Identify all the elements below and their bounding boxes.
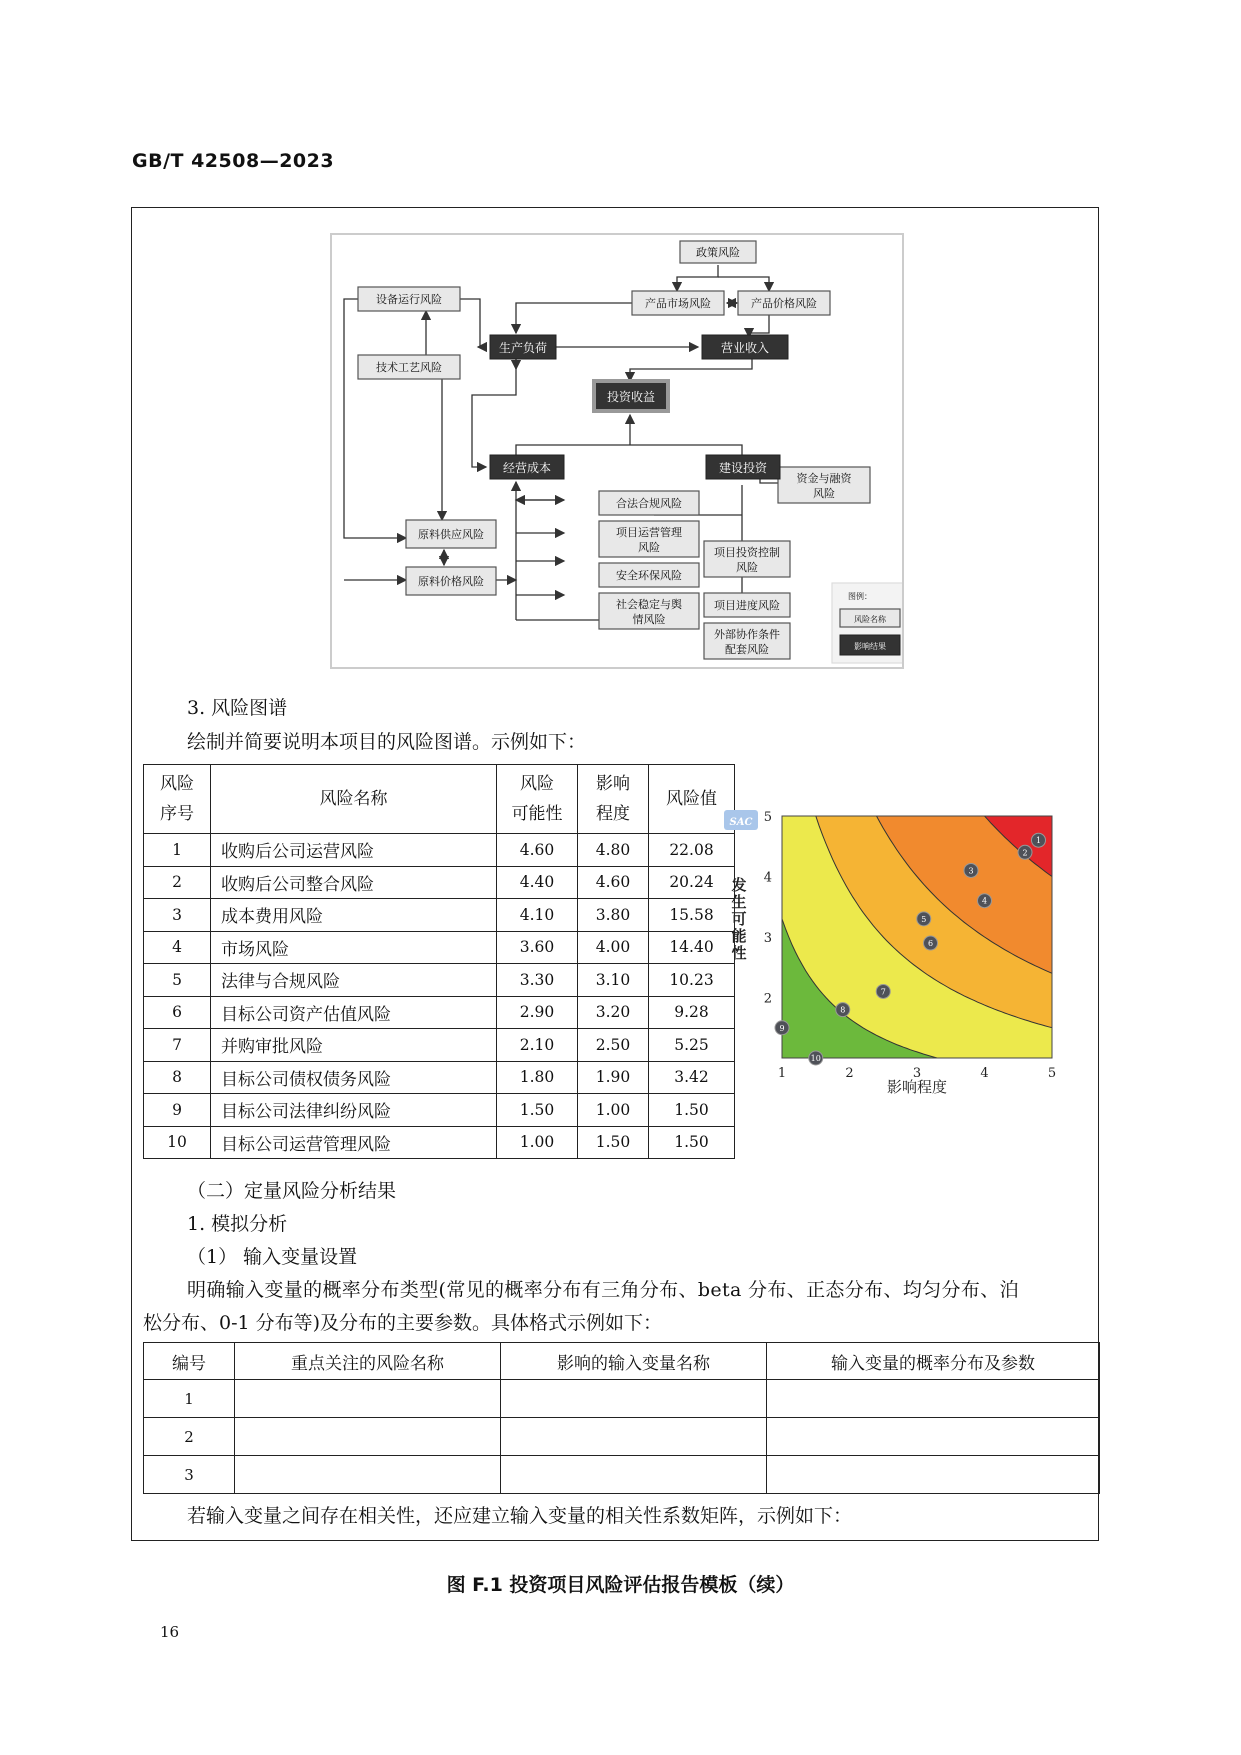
node-production-load: 生产负荷 xyxy=(498,341,548,355)
node-social-risk-l1: 社会稳定与舆 xyxy=(616,598,682,611)
risk-impact-cell: 4.00 xyxy=(578,931,649,964)
risk-value-cell: 1.50 xyxy=(649,1126,735,1159)
node-investment-return: 投资收益 xyxy=(606,390,656,404)
risk-seq-cell: 1 xyxy=(144,834,211,867)
input-risk-cell[interactable] xyxy=(235,1418,501,1456)
section-3-intro: 绘制并简要说明本项目的风险图谱。示例如下： xyxy=(187,731,587,753)
y-tick-label: 3 xyxy=(763,931,772,946)
input-variable-table xyxy=(143,1342,1100,1494)
risk-table-row xyxy=(144,1029,735,1062)
risk-point-label: 4 xyxy=(981,896,988,906)
risk-point xyxy=(917,912,931,926)
y-axis-label-char: 性 xyxy=(731,944,747,962)
risk-table-row xyxy=(144,834,735,867)
risk-point xyxy=(964,863,978,877)
input-distribution-cell[interactable] xyxy=(767,1418,1100,1456)
risk-point-label: 10 xyxy=(810,1054,821,1063)
risk-likelihood-cell: 2.90 xyxy=(497,996,578,1029)
risk-value-cell: 22.08 xyxy=(649,834,735,867)
risk-seq-cell: 3 xyxy=(144,899,211,932)
node-project-mgmt-risk-l2: 风险 xyxy=(638,541,660,554)
standard-code: GB/T 42508—2023 xyxy=(132,150,335,172)
risk-likelihood-cell: 4.60 xyxy=(497,834,578,867)
node-external-risk-l2: 配套风险 xyxy=(725,643,769,656)
risk-likelihood-cell: 3.60 xyxy=(497,931,578,964)
risk-likelihood-cell: 2.10 xyxy=(497,1029,578,1062)
node-revenue: 营业收入 xyxy=(720,341,770,355)
risk-point-label: 7 xyxy=(880,987,886,997)
risk-name-cell: 并购审批风险 xyxy=(211,1029,497,1062)
risk-seq-cell: 6 xyxy=(144,996,211,1029)
header-seq-l1: 风险 xyxy=(160,774,194,794)
risk-point xyxy=(924,936,938,950)
node-market-risk: 产品市场风险 xyxy=(645,297,711,310)
header-distribution: 输入变量的概率分布及参数 xyxy=(767,1343,1100,1380)
section-two-heading: （二）定量风险分析结果 xyxy=(187,1180,397,1202)
input-row-number: 3 xyxy=(144,1456,235,1494)
x-tick-label: 3 xyxy=(912,1066,922,1081)
node-policy-risk: 政策风险 xyxy=(696,246,740,259)
desc-line-1: 明确输入变量的概率分布类型(常见的概率分布有三角分布、beta 分布、正态分布、均匀分布、泊 xyxy=(187,1279,1019,1301)
input-table-row xyxy=(144,1380,1100,1418)
x-tick-label: 1 xyxy=(777,1066,787,1081)
risk-table-row xyxy=(144,964,735,997)
header-number: 编号 xyxy=(144,1343,235,1380)
node-price-risk: 产品价格风险 xyxy=(751,297,817,310)
y-tick-label: 2 xyxy=(763,991,772,1007)
risk-name-cell: 市场风险 xyxy=(211,931,497,964)
section-two-sub1: 1. 模拟分析 xyxy=(187,1213,288,1235)
risk-likelihood-cell: 1.00 xyxy=(497,1126,578,1159)
risk-point xyxy=(1032,833,1046,847)
risk-value-cell: 9.28 xyxy=(649,996,735,1029)
risk-name-cell: 法律与合规风险 xyxy=(211,964,497,997)
node-schedule-risk: 项目进度风险 xyxy=(714,599,780,612)
risk-likelihood-cell: 4.10 xyxy=(497,899,578,932)
y-tick-label: 4 xyxy=(763,870,772,886)
node-invest-control-risk-l2: 风险 xyxy=(736,561,758,574)
input-variable-cell[interactable] xyxy=(501,1456,767,1494)
header-impact xyxy=(578,765,649,834)
section-3-title: 3. 风险图谱 xyxy=(187,697,288,719)
x-tick-label: 2 xyxy=(845,1066,854,1081)
y-axis-label-char: 生 xyxy=(731,893,747,911)
x-tick-label: 5 xyxy=(1047,1066,1057,1081)
risk-name-cell: 收购后公司整合风险 xyxy=(211,866,497,899)
risk-impact-cell: 1.50 xyxy=(578,1126,649,1159)
risk-table-row xyxy=(144,931,735,964)
risk-name-cell: 收购后公司运营风险 xyxy=(211,834,497,867)
risk-impact-cell: 1.00 xyxy=(578,1094,649,1127)
risk-impact-cell: 3.10 xyxy=(578,964,649,997)
risk-point xyxy=(876,984,890,998)
header-input-variable: 影响的输入变量名称 xyxy=(501,1343,767,1380)
risk-impact-cell: 2.50 xyxy=(578,1029,649,1062)
risk-impact-cell: 1.90 xyxy=(578,1061,649,1094)
risk-likelihood-cell: 4.40 xyxy=(497,866,578,899)
watermark-logo xyxy=(724,810,758,830)
risk-table-row xyxy=(144,1061,735,1094)
header-likelihood xyxy=(497,765,578,834)
risk-value-cell: 5.25 xyxy=(649,1029,735,1062)
y-axis-label-char: 发 xyxy=(731,876,747,894)
node-funding-risk-l1: 资金与融资 xyxy=(796,472,852,485)
input-variable-cell[interactable] xyxy=(501,1380,767,1418)
input-row-number: 2 xyxy=(144,1418,235,1456)
input-row-number: 1 xyxy=(144,1380,235,1418)
node-social-risk-l2: 情风险 xyxy=(632,613,666,626)
risk-value-cell: 14.40 xyxy=(649,931,735,964)
risk-point xyxy=(1018,845,1032,859)
risk-table-row xyxy=(144,899,735,932)
node-raw-price-risk: 原料价格风险 xyxy=(418,575,484,588)
node-tech-risk: 技术工艺风险 xyxy=(376,361,442,374)
input-variable-cell[interactable] xyxy=(501,1418,767,1456)
header-impact-l1: 影响 xyxy=(596,774,630,794)
risk-seq-cell: 8 xyxy=(144,1061,211,1094)
risk-flowchart xyxy=(330,233,904,669)
page-number: 16 xyxy=(160,1623,180,1641)
risk-table xyxy=(143,764,735,1159)
risk-table-row xyxy=(144,1126,735,1159)
risk-point-label: 9 xyxy=(779,1023,785,1033)
header-impact-l2: 程度 xyxy=(596,804,630,824)
correlation-note: 若输入变量之间存在相关性，还应建立输入变量的相关性系数矩阵，示例如下： xyxy=(187,1505,853,1527)
header-likelihood-l2: 可能性 xyxy=(511,804,563,824)
risk-value-cell: 3.42 xyxy=(649,1061,735,1094)
risk-point-label: 8 xyxy=(840,1005,846,1015)
x-axis-label: 影响程度 xyxy=(886,1078,948,1096)
section-two-sub1-1: （1） 输入变量设置 xyxy=(187,1246,358,1268)
input-distribution-cell[interactable] xyxy=(767,1456,1100,1494)
node-invest-control-risk-l1: 项目投资控制 xyxy=(714,546,780,559)
risk-likelihood-cell: 1.80 xyxy=(497,1061,578,1094)
risk-impact-cell: 3.20 xyxy=(578,996,649,1029)
input-risk-cell[interactable] xyxy=(235,1456,501,1494)
risk-point-label: 5 xyxy=(921,914,927,924)
risk-seq-cell: 9 xyxy=(144,1094,211,1127)
risk-point-label: 6 xyxy=(927,939,934,949)
risk-point-label: 3 xyxy=(968,866,974,876)
node-safety-risk: 安全环保风险 xyxy=(616,569,682,582)
risk-likelihood-cell: 1.50 xyxy=(497,1094,578,1127)
header-risk-value: 风险值 xyxy=(649,765,735,834)
node-supply-risk: 原料供应风险 xyxy=(418,528,484,541)
input-table-row xyxy=(144,1418,1100,1456)
risk-table-row xyxy=(144,866,735,899)
y-axis-label-char: 能 xyxy=(731,927,747,945)
risk-value-cell: 1.50 xyxy=(649,1094,735,1127)
risk-heatmap xyxy=(712,800,1072,1104)
risk-impact-cell: 4.60 xyxy=(578,866,649,899)
risk-seq-cell: 5 xyxy=(144,964,211,997)
risk-seq-cell: 7 xyxy=(144,1029,211,1062)
node-compliance-risk: 合法合规风险 xyxy=(616,497,682,510)
node-external-risk-l1: 外部协作条件 xyxy=(714,628,780,641)
desc-line-2: 松分布、0-1 分布等)及分布的主要参数。具体格式示例如下： xyxy=(143,1312,663,1334)
node-equipment-risk: 设备运行风险 xyxy=(376,293,442,306)
node-operating-cost: 经营成本 xyxy=(502,461,552,475)
risk-point-label: 1 xyxy=(1035,836,1042,846)
figure-caption: 图 F.1 投资项目风险评估报告模板（续） xyxy=(446,1574,795,1596)
risk-table-row xyxy=(144,1094,735,1127)
risk-seq-cell: 2 xyxy=(144,866,211,899)
risk-table-header xyxy=(144,765,735,834)
risk-table-row xyxy=(144,996,735,1029)
risk-likelihood-cell: 3.30 xyxy=(497,964,578,997)
node-funding-risk-l2: 风险 xyxy=(813,487,835,500)
header-risk-focus: 重点关注的风险名称 xyxy=(235,1343,501,1380)
input-risk-cell[interactable] xyxy=(235,1380,501,1418)
risk-point xyxy=(775,1021,789,1035)
input-table-row xyxy=(144,1456,1100,1494)
risk-point-label: 2 xyxy=(1022,848,1028,858)
x-tick-label: 4 xyxy=(980,1066,989,1081)
risk-name-cell: 目标公司运营管理风险 xyxy=(211,1126,497,1159)
risk-point xyxy=(978,894,992,908)
risk-value-cell: 20.24 xyxy=(649,866,735,899)
y-tick-label: 5 xyxy=(763,810,772,825)
risk-name-cell: 目标公司债权债务风险 xyxy=(211,1061,497,1094)
legend-title: 图例： xyxy=(848,592,872,601)
risk-point xyxy=(836,1003,850,1017)
svg-text:SAC: SAC xyxy=(729,817,753,828)
risk-value-cell: 15.58 xyxy=(649,899,735,932)
node-project-mgmt-risk-l1: 项目运营管理 xyxy=(616,526,682,539)
risk-impact-cell: 3.80 xyxy=(578,899,649,932)
risk-value-cell: 10.23 xyxy=(649,964,735,997)
input-distribution-cell[interactable] xyxy=(767,1380,1100,1418)
header-seq xyxy=(144,765,211,834)
legend-risk-name: 风险名称 xyxy=(854,615,886,624)
risk-impact-cell: 4.80 xyxy=(578,834,649,867)
risk-name-cell: 目标公司资产估值风险 xyxy=(211,996,497,1029)
risk-name-cell: 目标公司法律纠纷风险 xyxy=(211,1094,497,1127)
header-name: 风险名称 xyxy=(211,765,497,834)
y-axis-label-char: 可 xyxy=(731,910,747,928)
header-likelihood-l1: 风险 xyxy=(520,774,554,794)
header-seq-l2: 序号 xyxy=(160,804,194,824)
risk-point xyxy=(809,1051,823,1065)
risk-seq-cell: 4 xyxy=(144,931,211,964)
risk-name-cell: 成本费用风险 xyxy=(211,899,497,932)
input-table-header xyxy=(144,1343,1100,1380)
legend-impact-result: 影响结果 xyxy=(854,642,886,651)
node-construction-investment: 建设投资 xyxy=(718,461,768,475)
risk-seq-cell: 10 xyxy=(144,1126,211,1159)
